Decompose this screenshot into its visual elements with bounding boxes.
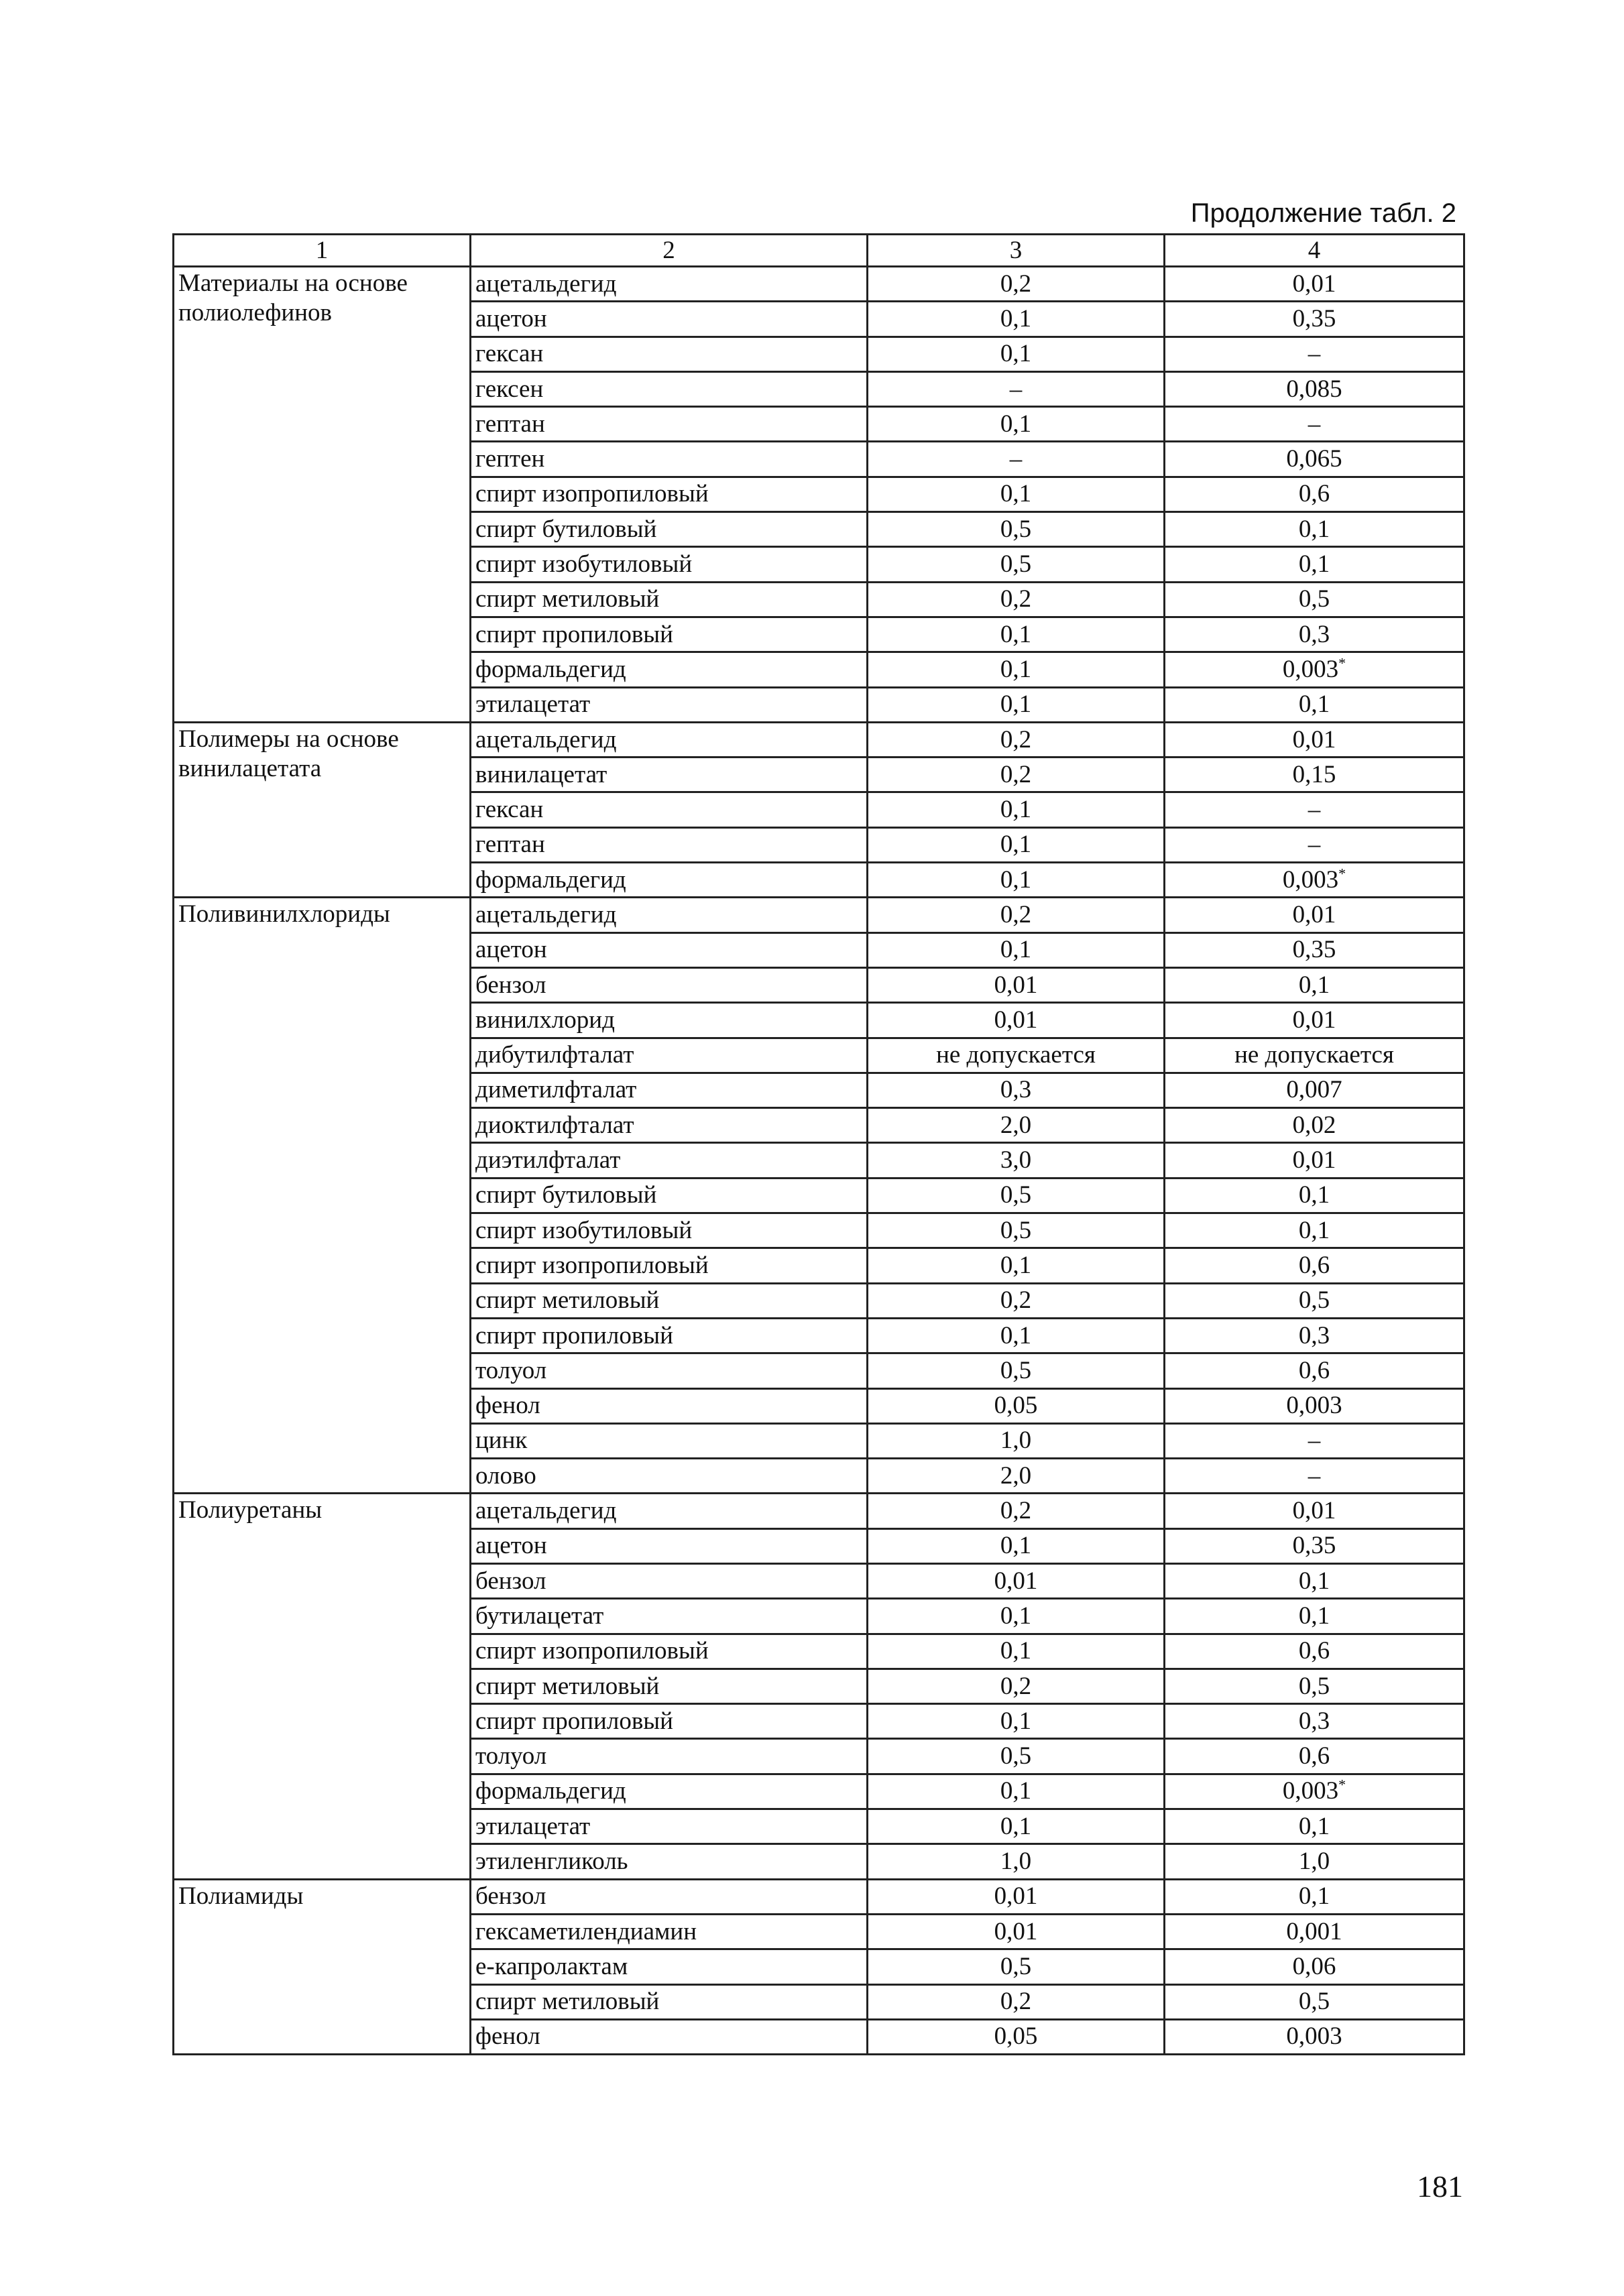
value-cell-col4 <box>1165 512 1464 547</box>
value-cell-col3: 2,0 <box>868 1108 1165 1143</box>
value-cell-col3: 2,0 <box>868 1459 1165 1494</box>
footnote-mark: * <box>1338 1776 1346 1794</box>
value-cell-col4 <box>1165 898 1464 932</box>
value-cell-col3: 0,1 <box>868 1528 1165 1563</box>
column-header: 2 <box>471 235 868 267</box>
substance-cell: спирт бутиловый <box>471 1178 868 1213</box>
value-cell-col3: 0,2 <box>868 1984 1165 2019</box>
value-cell-col3: 0,01 <box>868 1003 1165 1038</box>
value-text: 0,003 <box>1282 865 1339 894</box>
value-cell-col4 <box>1165 1949 1464 1984</box>
value-text: 0,6 <box>1298 480 1330 508</box>
value-text: 0,1 <box>1298 1567 1330 1595</box>
value-cell-col4 <box>1165 1528 1464 1563</box>
value-cell-col4 <box>1165 758 1464 792</box>
substance-cell: ацетальдегид <box>471 722 868 757</box>
value-text: 0,003 <box>1286 1392 1342 1420</box>
value-cell-col3: 0,1 <box>868 1809 1165 1844</box>
value-cell-col3: 0,2 <box>868 1669 1165 1703</box>
value-cell-col4 <box>1165 1563 1464 1598</box>
value-cell-col4 <box>1165 1353 1464 1388</box>
value-cell-col3: 0,2 <box>868 267 1165 302</box>
substance-cell: спирт метиловый <box>471 1283 868 1318</box>
material-group-cell: Полиуретаны <box>174 1494 471 1879</box>
value-cell-col4 <box>1165 1914 1464 1949</box>
value-cell-col4 <box>1165 1283 1464 1318</box>
value-cell-col3: 0,1 <box>868 1248 1165 1283</box>
substance-cell: ацетон <box>471 1528 868 1563</box>
substance-cell: дибутилфталат <box>471 1038 868 1073</box>
value-text: 0,085 <box>1286 375 1342 403</box>
value-cell-col4 <box>1165 1879 1464 1914</box>
substance-cell: спирт метиловый <box>471 1669 868 1703</box>
value-text: 0,01 <box>1292 725 1336 753</box>
value-cell-col3: 0,1 <box>868 792 1165 827</box>
value-cell-col4 <box>1165 1634 1464 1669</box>
value-cell-col3: 0,05 <box>868 1388 1165 1423</box>
value-cell-col3: 0,1 <box>868 1318 1165 1353</box>
value-cell-col4 <box>1165 1739 1464 1774</box>
value-text: 0,6 <box>1298 1356 1330 1384</box>
value-cell-col4 <box>1165 792 1464 827</box>
value-cell-col4 <box>1165 407 1464 442</box>
substance-cell: формальдегид <box>471 863 868 898</box>
value-cell-col3: 0,3 <box>868 1073 1165 1107</box>
substance-cell: спирт изопропиловый <box>471 1248 868 1283</box>
value-text: не допускается <box>1234 1041 1394 1069</box>
column-header: 1 <box>174 235 471 267</box>
value-text: 0,01 <box>1292 1497 1336 1525</box>
value-cell-col4 <box>1165 1038 1464 1073</box>
substance-cell: фенол <box>471 1388 868 1423</box>
value-text: 0,1 <box>1298 1602 1330 1630</box>
material-group-cell: Материалы на основе полиолефинов <box>174 267 471 723</box>
substance-cell: толуол <box>471 1739 868 1774</box>
substance-cell: этиленгликоль <box>471 1844 868 1879</box>
value-text: 0,01 <box>1292 1006 1336 1034</box>
value-cell-col3: 0,5 <box>868 512 1165 547</box>
substance-cell: е-капролактам <box>471 1949 868 1984</box>
value-text: 0,1 <box>1298 1216 1330 1244</box>
value-text: 0,3 <box>1298 620 1330 648</box>
value-cell-col3: 0,2 <box>868 1494 1165 1528</box>
value-cell-col4 <box>1165 1388 1464 1423</box>
substance-cell: диоктилфталат <box>471 1108 868 1143</box>
value-cell-col4 <box>1165 932 1464 967</box>
substance-cell: гексен <box>471 371 868 406</box>
value-text: 0,1 <box>1298 971 1330 999</box>
value-text: 0,1 <box>1298 1181 1330 1209</box>
value-text: – <box>1308 1461 1321 1490</box>
value-cell-col3: 1,0 <box>868 1423 1165 1458</box>
value-cell-col4 <box>1165 617 1464 652</box>
value-text: 0,065 <box>1286 445 1342 473</box>
value-text: 0,02 <box>1292 1111 1336 1139</box>
value-cell-col3: 0,01 <box>868 1914 1165 1949</box>
value-text: 1,0 <box>1298 1848 1330 1875</box>
value-text: – <box>1308 796 1321 824</box>
table-row <box>174 898 1464 932</box>
value-cell-col4 <box>1165 1984 1464 2019</box>
value-cell-col4 <box>1165 582 1464 617</box>
value-cell-col4 <box>1165 371 1464 406</box>
value-text: 0,003 <box>1286 2022 1342 2051</box>
value-cell-col4 <box>1165 477 1464 511</box>
value-text: 0,3 <box>1298 1321 1330 1349</box>
value-text: 0,5 <box>1298 1672 1330 1700</box>
value-text: 0,007 <box>1286 1076 1342 1104</box>
table-row <box>174 722 1464 757</box>
value-cell-col4 <box>1165 863 1464 898</box>
value-cell-col4 <box>1165 442 1464 477</box>
substance-cell: бензол <box>471 1879 868 1914</box>
substance-cell: гексаметилендиамин <box>471 1914 868 1949</box>
value-cell-col3: 0,5 <box>868 1949 1165 1984</box>
value-cell-col3: 0,1 <box>868 1599 1165 1634</box>
value-text: 0,1 <box>1298 515 1330 543</box>
value-text: 0,1 <box>1298 690 1330 719</box>
value-cell-col4 <box>1165 1213 1464 1248</box>
value-text: 0,1 <box>1298 1812 1330 1840</box>
value-text: 0,35 <box>1292 936 1336 964</box>
page-number: 181 <box>1417 2169 1463 2203</box>
value-text: 0,001 <box>1286 1917 1342 1945</box>
value-cell-col3: 0,01 <box>868 967 1165 1002</box>
value-cell-col3: 0,1 <box>868 652 1165 687</box>
value-cell-col3: 0,2 <box>868 898 1165 932</box>
value-cell-col4 <box>1165 652 1464 687</box>
value-cell-col4 <box>1165 1143 1464 1178</box>
value-cell-col3: 0,1 <box>868 302 1165 337</box>
value-cell-col3: 0,01 <box>868 1563 1165 1598</box>
value-cell-col3: – <box>868 371 1165 406</box>
substance-cell: ацетальдегид <box>471 1494 868 1528</box>
value-cell-col4 <box>1165 722 1464 757</box>
column-header: 4 <box>1165 235 1464 267</box>
substance-cell: формальдегид <box>471 652 868 687</box>
value-cell-col3: 0,05 <box>868 2019 1165 2054</box>
value-cell-col4 <box>1165 1178 1464 1213</box>
value-cell-col4 <box>1165 1494 1464 1528</box>
value-cell-col3: не допускается <box>868 1038 1165 1073</box>
substance-cell: винилацетат <box>471 758 868 792</box>
value-text: 0,01 <box>1292 269 1336 298</box>
value-text: 0,1 <box>1298 1882 1330 1911</box>
table-row <box>174 267 1464 302</box>
value-cell-col3: 0,1 <box>868 687 1165 722</box>
substance-cell: спирт метиловый <box>471 1984 868 2019</box>
value-cell-col4 <box>1165 302 1464 337</box>
substance-cell: этилацетат <box>471 1809 868 1844</box>
value-text: 0,5 <box>1298 585 1330 613</box>
substance-cell: ацетальдегид <box>471 267 868 302</box>
value-cell-col4 <box>1165 2019 1464 2054</box>
value-cell-col3: 0,1 <box>868 477 1165 511</box>
value-cell-col4 <box>1165 1108 1464 1143</box>
value-cell-col3: 0,1 <box>868 1774 1165 1809</box>
substance-cell: спирт метиловый <box>471 582 868 617</box>
value-cell-col3: 0,2 <box>868 758 1165 792</box>
value-cell-col4 <box>1165 1073 1464 1107</box>
substance-cell: фенол <box>471 2019 868 2054</box>
substance-cell: ацетон <box>471 932 868 967</box>
value-text: 0,1 <box>1298 550 1330 579</box>
footnote-mark: * <box>1338 654 1346 672</box>
substance-cell: диметилфталат <box>471 1073 868 1107</box>
substance-cell: диэтилфталат <box>471 1143 868 1178</box>
value-cell-col3: 0,1 <box>868 827 1165 862</box>
value-cell-col4 <box>1165 1704 1464 1739</box>
substance-cell: гексан <box>471 337 868 371</box>
value-text: 0,5 <box>1298 1988 1330 2016</box>
value-text: 0,003 <box>1282 1777 1339 1805</box>
value-cell-col4 <box>1165 1774 1464 1809</box>
substance-cell: спирт бутиловый <box>471 512 868 547</box>
value-text: – <box>1308 831 1321 859</box>
substance-cell: гептан <box>471 827 868 862</box>
value-text: 0,3 <box>1298 1707 1330 1735</box>
value-cell-col3: 0,5 <box>868 1353 1165 1388</box>
value-text: 0,003 <box>1282 655 1339 683</box>
value-text: 0,35 <box>1292 304 1336 333</box>
value-text: 0,5 <box>1298 1286 1330 1315</box>
value-text: 0,01 <box>1292 900 1336 928</box>
substance-cell: гексан <box>471 792 868 827</box>
value-cell-col4 <box>1165 1459 1464 1494</box>
value-cell-col3: 0,5 <box>868 1213 1165 1248</box>
value-cell-col3: 0,2 <box>868 1283 1165 1318</box>
substance-cell: толуол <box>471 1353 868 1388</box>
header-row <box>174 235 1464 267</box>
value-text: – <box>1308 1427 1321 1455</box>
value-cell-col3: 0,1 <box>868 1634 1165 1669</box>
value-cell-col4 <box>1165 1809 1464 1844</box>
value-text: 0,6 <box>1298 1251 1330 1279</box>
substance-cell: спирт пропиловый <box>471 1318 868 1353</box>
substance-cell: цинк <box>471 1423 868 1458</box>
material-group-cell: Полиамиды <box>174 1879 471 2054</box>
material-group-cell: Поливинилхлориды <box>174 898 471 1494</box>
substance-cell: винилхлорид <box>471 1003 868 1038</box>
substance-cell: спирт изобутиловый <box>471 1213 868 1248</box>
value-cell-col4 <box>1165 1844 1464 1879</box>
substance-cell: спирт изопропиловый <box>471 1634 868 1669</box>
value-cell-col4 <box>1165 1599 1464 1634</box>
value-cell-col3: 0,5 <box>868 547 1165 582</box>
value-text: 0,6 <box>1298 1637 1330 1665</box>
value-cell-col3: 3,0 <box>868 1143 1165 1178</box>
value-cell-col3: 0,1 <box>868 932 1165 967</box>
substance-cell: гептан <box>471 407 868 442</box>
substance-cell: бутилацетат <box>471 1599 868 1634</box>
substance-cell: бензол <box>471 967 868 1002</box>
value-cell-col4 <box>1165 1248 1464 1283</box>
substance-cell: ацетон <box>471 302 868 337</box>
value-cell-col3: – <box>868 442 1165 477</box>
substance-cell: ацетальдегид <box>471 898 868 932</box>
substance-cell: этилацетат <box>471 687 868 722</box>
value-cell-col3: 0,5 <box>868 1178 1165 1213</box>
value-cell-col4 <box>1165 267 1464 302</box>
value-cell-col4 <box>1165 1318 1464 1353</box>
value-cell-col3: 0,1 <box>868 617 1165 652</box>
value-cell-col4 <box>1165 337 1464 371</box>
value-text: 0,6 <box>1298 1742 1330 1770</box>
substance-cell: спирт изопропиловый <box>471 477 868 511</box>
value-text: – <box>1308 410 1321 438</box>
value-cell-col3: 0,2 <box>868 582 1165 617</box>
footnote-mark: * <box>1338 865 1346 882</box>
value-cell-col3: 0,1 <box>868 407 1165 442</box>
substance-cell: формальдегид <box>471 1774 868 1809</box>
substance-cell: бензол <box>471 1563 868 1598</box>
value-text: 0,01 <box>1292 1146 1336 1174</box>
data-table <box>172 233 1465 2055</box>
value-cell-col4 <box>1165 1423 1464 1458</box>
value-cell-col4 <box>1165 687 1464 722</box>
value-cell-col3: 0,1 <box>868 337 1165 371</box>
substance-cell: гептен <box>471 442 868 477</box>
value-cell-col4 <box>1165 827 1464 862</box>
substance-cell: спирт изобутиловый <box>471 547 868 582</box>
table-row <box>174 1879 1464 1914</box>
value-cell-col4 <box>1165 967 1464 1002</box>
table-row <box>174 1494 1464 1528</box>
table-caption: Продолжение табл. 2 <box>1190 198 1456 228</box>
value-cell-col3: 0,1 <box>868 863 1165 898</box>
value-cell-col3: 1,0 <box>868 1844 1165 1879</box>
value-text: 0,35 <box>1292 1532 1336 1560</box>
value-cell-col4 <box>1165 1669 1464 1703</box>
value-cell-col3: 0,2 <box>868 722 1165 757</box>
value-cell-col4 <box>1165 547 1464 582</box>
value-text: – <box>1308 340 1321 368</box>
value-cell-col3: 0,1 <box>868 1704 1165 1739</box>
value-cell-col4 <box>1165 1003 1464 1038</box>
column-header: 3 <box>868 235 1165 267</box>
material-group-cell: Полимеры на основе винилацетата <box>174 722 471 897</box>
value-text: 0,15 <box>1292 760 1336 788</box>
substance-cell: спирт пропиловый <box>471 1704 868 1739</box>
substance-cell: олово <box>471 1459 868 1494</box>
value-text: 0,06 <box>1292 1952 1336 1980</box>
substance-cell: спирт пропиловый <box>471 617 868 652</box>
value-cell-col3: 0,01 <box>868 1879 1165 1914</box>
value-cell-col3: 0,5 <box>868 1739 1165 1774</box>
